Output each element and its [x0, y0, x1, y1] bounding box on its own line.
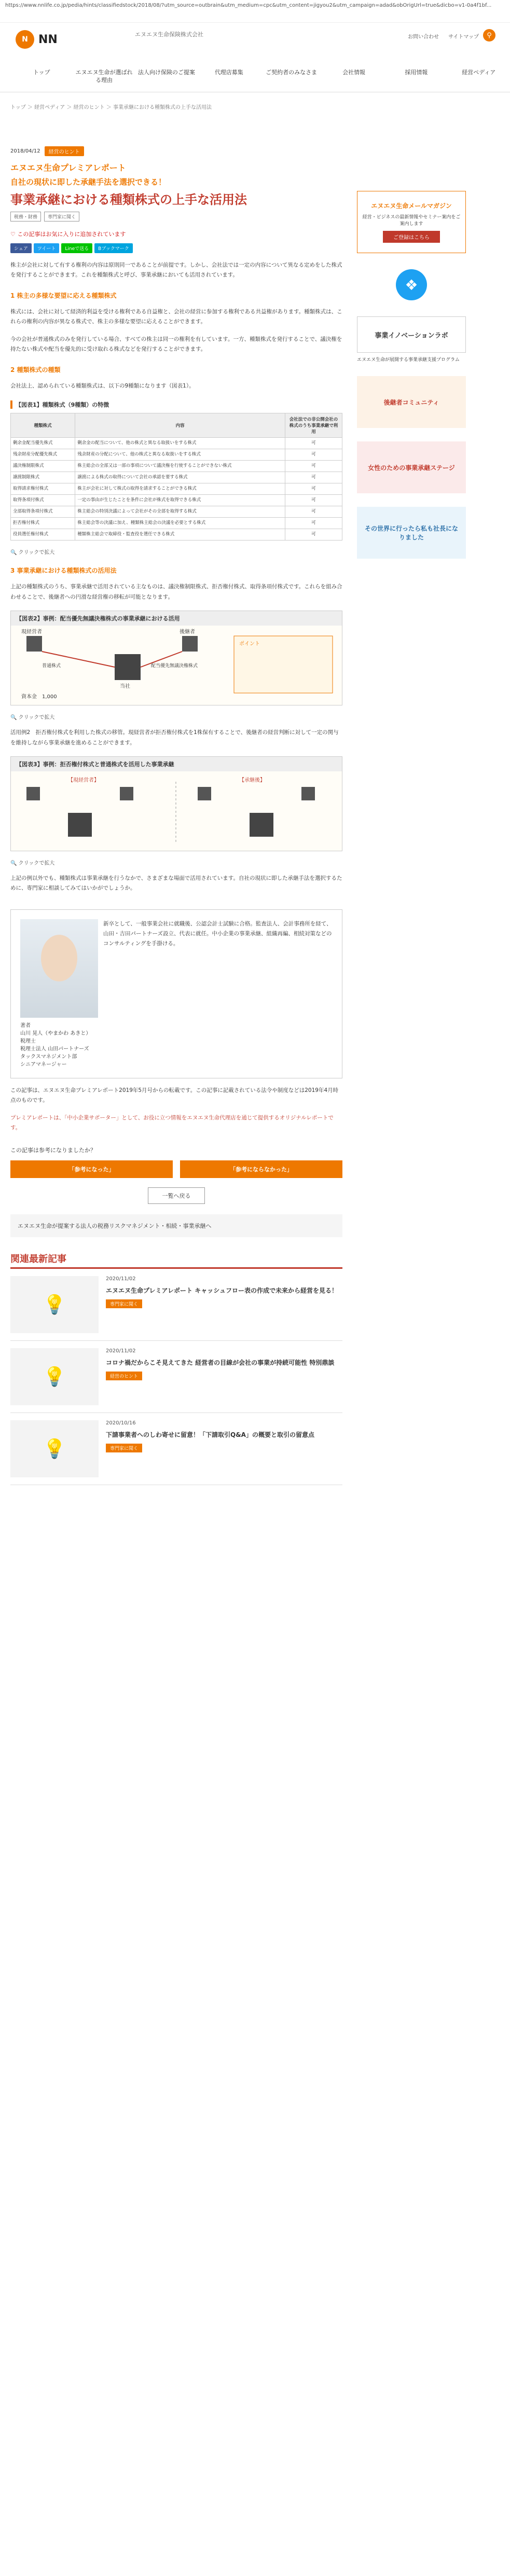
table-row: [11, 506, 342, 518]
contact-link[interactable]: お問い合わせ: [408, 34, 439, 40]
news-thumbnail: 💡: [10, 1420, 99, 1477]
successor-icon: [182, 636, 198, 652]
facebook-share-button[interactable]: シェア: [10, 243, 32, 253]
table-cell: 可: [285, 495, 342, 506]
world-title: その世界に行ったら私も社長になりました: [364, 525, 458, 541]
nav-item-proposal[interactable]: 法人向け保険のご提案: [137, 69, 195, 76]
article-date: 2018/04/12: [10, 148, 40, 154]
world-banner[interactable]: [357, 507, 466, 559]
logo[interactable]: [16, 30, 58, 49]
author-name: 著者 山川 晃人（やまかわ あきと） 税理士 税理士法人 山田パートナーズ タックスマネジメント部 シニアマネージャー: [20, 1022, 91, 1068]
news-title[interactable]: 下請事業者へのしわ寄せに留意！「下請取引Q&A」の概要と取引の留意点: [106, 1431, 314, 1438]
community-title: 後継者コミュニティ: [383, 398, 439, 406]
paragraph: 今の会社が普通株式のみを発行している場合、すべての株主は同一の権利を有しています。一方、種類株式を発行することで、議決権を持たない株式や配当を優先的に受け取れる株式などを発行することができます。: [10, 336, 342, 353]
news-tag[interactable]: 専門家に聞く: [106, 1444, 142, 1452]
table-cell: 一定の事由が生じたことを条件に会社が株式を取得できる株式: [75, 495, 285, 506]
social-buttons: [10, 243, 342, 253]
owner-icon: [26, 636, 42, 652]
shares-label: 普通株式: [42, 663, 61, 669]
author-box: [10, 909, 342, 1078]
table-cell: 株主が会社に対して株式の取得を請求することができる株式: [75, 483, 285, 495]
table-title: 【図表1】種類株式（9種類）の特徴: [10, 400, 342, 409]
table-cell: 全部取得条項付株式: [11, 506, 75, 518]
table-cell: 可: [285, 461, 342, 472]
table-cell: 取得条項付株式: [11, 495, 75, 506]
table-row: [11, 449, 342, 461]
premier-note: プレミアレポートは、「中小企業サポーター」として、お役に立つ情報をエヌエヌ生命代理店を通じて提供するオリジナルレポートです。: [10, 1114, 334, 1131]
owner-icon: [198, 787, 211, 800]
helpful-no-button[interactable]: 「参考にならなかった」: [180, 1160, 342, 1178]
women-title: 女性のための事業承継ステージ: [368, 464, 455, 472]
favorite-label: この記事はお気に入りに追加されています: [17, 231, 126, 238]
table-cell: 株主総会の全部又は一部の事項について議決権を行使することができない株式: [75, 461, 285, 472]
company-building-icon: [68, 813, 92, 837]
figure-title: 【図表2】事例：配当優先無議決権株式の事業承継における活用: [11, 611, 342, 626]
company-building-icon: [115, 654, 141, 680]
mailmag-banner[interactable]: [357, 191, 466, 253]
helpful-question: この記事は参考になりましたか？: [10, 1146, 96, 1154]
breadcrumb[interactable]: トップ ＞ 経営ペディア ＞ 経営のヒント ＞ 事業承継における種類株式の上手な活用法: [10, 105, 212, 110]
before-label: 【現経営者】: [68, 778, 99, 784]
sitemap-link[interactable]: サイトマップ: [448, 34, 479, 40]
address-bar[interactable]: https://www.nnlife.co.jp/pedia/hints/classifiedstock/2018/08/?utm_source=outbrain&utm_medium=cpc&utm_content=jigyou2&utm_campaign=adad&obOrigUrl=true&dicbo=v1-0a4f1bf...: [0, 0, 510, 23]
table-cell: 可: [285, 518, 342, 529]
table-cell: 役員選任権付株式: [11, 529, 75, 541]
fbi-caption: エヌエヌ生命が展開する事業承継支援プログラム: [357, 357, 460, 363]
fbi-title: 事業イノベーションラボ: [375, 331, 448, 340]
paragraph: 上記の例以外でも、種類株式は事業承継を行うなかで、さまざまな場面で活用されています。自社の現状に即した承継手法を選択するために、専門家に相談してみてはいかがでしょうか。: [10, 875, 342, 892]
successor-icon: [301, 787, 315, 800]
paragraph: 会社法上、認められている種類株式は、以下の9種類になります（図表1）。: [10, 382, 195, 389]
share-types-table: [10, 413, 342, 541]
successor-icon: [120, 787, 133, 800]
table-cell: 譲渡による株式の取得について会社の承認を要する株式: [75, 472, 285, 483]
line-share-button[interactable]: Lineで送る: [61, 243, 92, 253]
news-item[interactable]: [10, 1269, 342, 1341]
series-title: エヌエヌ生命プレミアレポート: [10, 163, 126, 173]
header-links: [408, 32, 479, 40]
table-cell: 可: [285, 506, 342, 518]
twitter-icon: ❖: [396, 269, 427, 300]
back-to-list-button[interactable]: 一覧へ戻る: [148, 1187, 205, 1204]
zoom-link[interactable]: 🔍 クリックで拡大: [10, 715, 55, 721]
company-building-icon: [250, 813, 273, 837]
nav-item-recruit[interactable]: 採用情報: [405, 69, 428, 76]
table-cell: 拒否権付株式: [11, 518, 75, 529]
paragraph: 活用例2 拒否権付株式を利用した株式の移管。現経営者が拒否権付株式を1株保有することで、後継者の経営判断に対して一定の関与を維持しながら事業承継を進めることができます。: [10, 729, 339, 746]
source-note: この記事は、エヌエヌ生命プレミアレポート2019年5月号からの転載です。この記事に記載されている法令や制度などは2019年4月時点のものです。: [10, 1087, 339, 1104]
non-voting-label: 配当優先無議決権株式: [151, 663, 198, 669]
owner-icon: [26, 787, 40, 800]
table-cell: 可: [285, 529, 342, 541]
zoom-link[interactable]: 🔍 クリックで拡大: [10, 861, 55, 867]
news-date: 2020/11/02: [106, 1348, 136, 1354]
company-name: エヌエヌ生命保険株式会社: [135, 31, 203, 38]
capital-label: 資本金: [21, 694, 37, 700]
table-cell: 剰余金の配当について、他の株式と異なる取扱いをする株式: [75, 437, 285, 449]
twitter-banner[interactable]: [357, 267, 466, 303]
favorite-link[interactable]: ♡ この記事はお気に入りに追加されています: [10, 231, 126, 238]
table-row: [11, 483, 342, 495]
nav-item-top[interactable]: トップ: [33, 69, 50, 76]
news-date: 2020/11/02: [106, 1276, 136, 1282]
nav-item-pedia[interactable]: 経営ペディア: [462, 69, 496, 76]
table-cell: 株主総会等の決議に加え、種類株主総会の決議を必要とする株式: [75, 518, 285, 529]
site-header: [0, 23, 510, 63]
table-cell: 株主総会の特別決議によって会社がその全部を取得する株式: [75, 506, 285, 518]
table-row: [11, 529, 342, 541]
news-tag[interactable]: 専門家に聞く: [106, 1299, 142, 1308]
article-subtitle: 自社の現状に即した承継手法を選択できる！: [10, 177, 167, 187]
mailmag-button[interactable]: ご登録はこちら: [383, 231, 440, 243]
community-banner[interactable]: [357, 376, 466, 428]
notice-banner[interactable]: [10, 1214, 342, 1237]
mailmag-sub: 経営・ビジネスの最新情報やセミナー案内をご案内します: [362, 215, 461, 227]
nav-item-contractors[interactable]: ご契約者のみなさま: [266, 69, 318, 76]
news-thumbnail: 💡: [10, 1348, 99, 1405]
figure-2[interactable]: [10, 611, 342, 705]
search-icon[interactable]: ⚲: [483, 29, 495, 41]
helpful-yes-button[interactable]: 「参考になった」: [10, 1160, 173, 1178]
author-bio: 新卒として、一般事業会社に就職後、公認会計士試験に合格。監査法人、会計事務所を経て、山田・吉田パートナーズ設立、代表に就任。中小企業の事業承継、組織再編、相続対策などのコンサルティングを手掛ける。: [103, 920, 332, 947]
section-heading-1: 1 株主の多様な要望に応える種類株式: [10, 292, 117, 299]
logo-text: NN: [38, 33, 58, 46]
table-cell: 可: [285, 472, 342, 483]
hatena-bookmark-button[interactable]: Bブックマーク: [94, 243, 133, 253]
successor-label: 後継者: [180, 629, 195, 635]
nav-item-company[interactable]: 会社情報: [342, 69, 366, 76]
table-cell: 剰余金配当優先株式: [11, 437, 75, 449]
article-title: 事業承継における種類株式の上手な活用法: [10, 192, 247, 207]
capital-value: 1,000: [42, 694, 57, 700]
news-thumbnail: 💡: [10, 1276, 99, 1333]
table-cell: 譲渡制限株式: [11, 472, 75, 483]
company-label: 当社: [120, 684, 130, 690]
related-news-heading: 関連最新記事: [10, 1252, 342, 1269]
point-label: ポイント: [239, 641, 260, 647]
news-title[interactable]: エヌエヌ生命プレミアレポート キャッシュフロー表の作成で未来から経営を見る！: [106, 1286, 338, 1294]
fbi-banner[interactable]: [357, 316, 466, 353]
table-row: [11, 472, 342, 483]
table-row: [11, 461, 342, 472]
table-cell: 可: [285, 437, 342, 449]
zoom-link[interactable]: 🔍 クリックで拡大: [10, 550, 55, 556]
category-tag[interactable]: 経営のヒント: [45, 146, 84, 156]
nav-item-agency[interactable]: 代理店募集: [214, 69, 243, 76]
nav-item-reason[interactable]: エヌエヌ生命が選ばれる理由: [75, 69, 133, 84]
figure-3[interactable]: [10, 756, 342, 851]
paragraph: 株式には、会社に対して経済的利益を受ける権利である自益権と、会社の経営に参加する権利である共益権があります。種類株式は、これらの権利の内容が異なる株式で、株主の多様な要望に応えることができます。: [10, 308, 342, 325]
table-header: 内容: [75, 413, 285, 437]
global-nav: [0, 63, 510, 92]
table-cell: 可: [285, 483, 342, 495]
news-title[interactable]: コロナ禍だからこそ見えてきた 経営者の目線が会社の事業が持続可能性 特別鼎談: [106, 1359, 335, 1366]
paragraph: 上記の種類株式のうち、事業承継で活用されている主なものは、議決権制限株式、拒否権付株式、取得条項付株式です。これらを組み合わせることで、後継者への円滑な経営権の移転が可能となります。: [10, 584, 342, 600]
table-row: [11, 437, 342, 449]
section-heading-3: 3 事業承継における種類株式の活用法: [10, 567, 117, 575]
keyword-tag[interactable]: 税務・財務: [10, 212, 41, 221]
table-row: [11, 495, 342, 506]
news-item[interactable]: [10, 1413, 342, 1485]
table-header: 会社法での非公開会社の株式のうち事業承継で利用: [285, 413, 342, 437]
news-date: 2020/10/16: [106, 1420, 136, 1426]
twitter-share-button[interactable]: ツイート: [34, 243, 60, 253]
figure-3-diagram: [11, 771, 342, 849]
table-cell: 取得請求権付株式: [11, 483, 75, 495]
table-cell: 種類株主総会で取締役・監査役を選任できる株式: [75, 529, 285, 541]
table-row: [11, 518, 342, 529]
after-label: 【承継後】: [239, 778, 265, 784]
table-cell: 残余財産分配優先株式: [11, 449, 75, 461]
mailmag-title: エヌエヌ生命メールマガジン: [371, 202, 452, 210]
table-cell: 議決権制限株式: [11, 461, 75, 472]
table-cell: 可: [285, 449, 342, 461]
news-tag[interactable]: 経営のヒント: [106, 1372, 142, 1380]
keyword-tag[interactable]: 専門家に聞く: [44, 212, 79, 221]
women-banner[interactable]: [357, 441, 466, 493]
related-news-list: [10, 1269, 342, 1485]
owner-label: 現経営者: [21, 629, 42, 635]
table-cell: 残余財産の分配について、他の株式と異なる取扱いをする株式: [75, 449, 285, 461]
table-header: 種類株式: [11, 413, 75, 437]
sidebar: [357, 191, 466, 572]
author-photo: [20, 919, 98, 1018]
notice-text: エヌエヌ生命が提案する法人の税務リスクマネジメント・相続・事業承継へ: [18, 1222, 212, 1229]
section-heading-2: 2 種類株式の種類: [10, 366, 61, 373]
news-item[interactable]: [10, 1341, 342, 1413]
figure-2-diagram: [11, 626, 342, 703]
intro-paragraph: 株主が会社に対して有する権利の内容は原則同一であることが前提です。しかし、会社法では一定の内容について異なる定めをした株式を発行することができます。これを種類株式と呼び、事業承継においても活用されています。: [10, 262, 342, 279]
article: [10, 146, 342, 1485]
logo-icon: N: [16, 30, 34, 49]
figure-title: 【図表3】事例：拒否権付株式と普通株式を活用した事業承継: [11, 757, 342, 771]
